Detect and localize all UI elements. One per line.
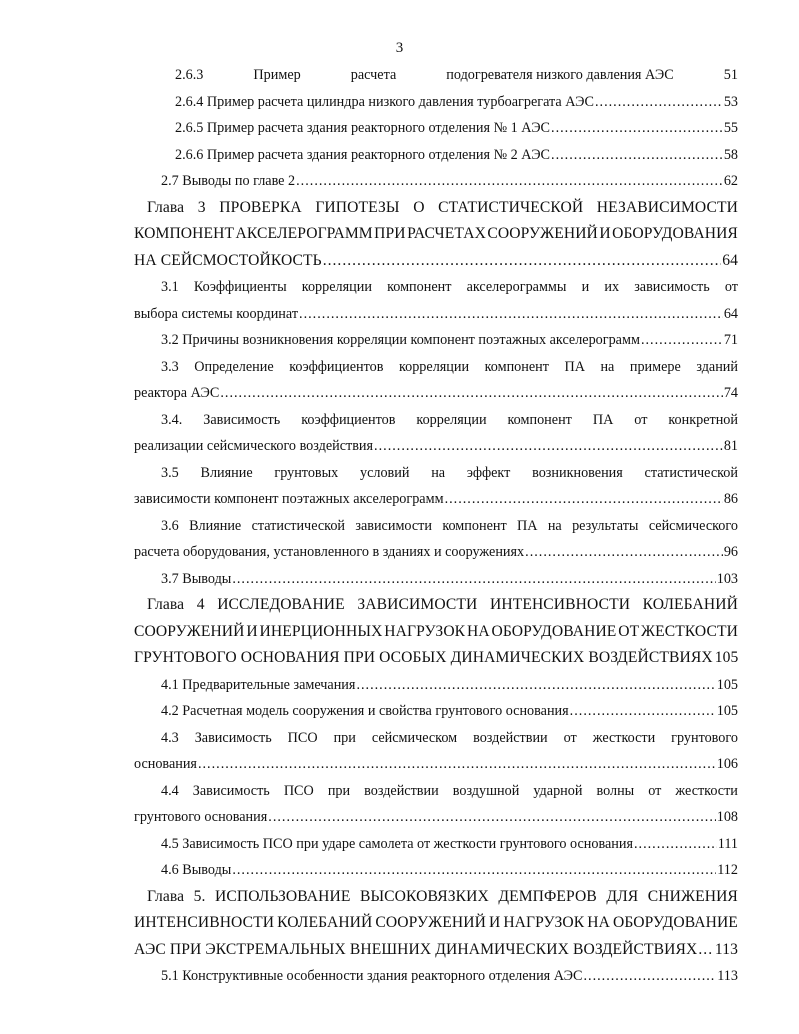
toc-word: ИССЛЕДОВАНИЕ xyxy=(217,596,345,613)
toc-word: зависимость xyxy=(634,279,710,295)
toc-page-number: 105 xyxy=(716,676,738,693)
toc-word: Пример xyxy=(253,67,301,83)
toc-word: СООРУЖЕНИЙ xyxy=(134,622,245,640)
toc-line xyxy=(134,672,738,699)
toc-word: и xyxy=(581,279,590,295)
toc-leader-dots xyxy=(641,327,723,354)
toc-line xyxy=(134,380,738,407)
toc-entry-title: 3.2 Причины возникновения корреляции компонент поэтажных акселерограмм xyxy=(161,332,640,348)
toc-leader-dots xyxy=(525,539,723,566)
toc-word: Глава xyxy=(147,596,185,613)
toc-page-number: 106 xyxy=(716,756,738,772)
toc-word: на xyxy=(547,517,562,534)
toc-entry-title: 4.1 Предварительные замечания xyxy=(161,676,356,693)
toc-word: волны xyxy=(596,782,635,799)
toc-word: 3 xyxy=(197,198,206,216)
toc-word: 4 xyxy=(196,596,205,613)
toc-word: СООРУЖЕНИЙ xyxy=(375,914,486,931)
toc-entry-title: 2.6.4 Пример расчета цилиндра низкого давления турбоагрегата АЭС xyxy=(175,93,594,110)
toc-page-number: 112 xyxy=(717,862,738,878)
toc-line xyxy=(134,115,738,142)
toc-word: ВЫСОКОВЯЗКИХ xyxy=(359,887,489,905)
toc-line xyxy=(134,168,738,195)
toc-word: ИНЕРЦИОННЫХ xyxy=(259,622,383,640)
toc-word: конкретной xyxy=(668,411,738,428)
toc-line xyxy=(134,963,738,990)
toc-word: И xyxy=(246,622,258,640)
toc-word: от xyxy=(634,411,648,428)
toc-page-number: 71 xyxy=(723,332,738,348)
toc-word: ЖЕСТКОСТИ xyxy=(641,622,738,640)
toc-word: ПА xyxy=(517,517,538,534)
toc-line xyxy=(134,274,738,301)
toc-word: ПРИ xyxy=(374,225,406,242)
toc-page-number: 105 xyxy=(714,649,738,666)
toc-word: коэффициентов xyxy=(301,411,396,428)
toc-word: ПРОВЕРКА xyxy=(219,198,302,216)
toc-line xyxy=(134,301,738,328)
toc-word: НАГРУЗОК xyxy=(384,622,466,640)
toc-word: зависимости xyxy=(355,517,432,534)
toc-word: И xyxy=(488,914,501,931)
toc-line xyxy=(134,725,738,752)
toc-line xyxy=(134,831,738,858)
toc-word: ударной xyxy=(533,782,583,799)
toc-word: грунтовых xyxy=(274,464,339,481)
toc-leader-dots xyxy=(198,751,716,778)
toc-word: СТАТИСТИЧЕСКОЙ xyxy=(438,198,584,216)
toc-justified-text xyxy=(147,195,738,222)
toc-justified-text xyxy=(175,62,738,89)
toc-page-number: 74 xyxy=(723,385,738,401)
toc-entry-title: АЭС ПРИ ЭКСТРЕМАЛЬНЫХ ВНЕШНИХ ДИНАМИЧЕСКИХ ВОЗДЕЙСТВИЯХ xyxy=(134,940,698,958)
toc-word: при xyxy=(333,729,356,746)
toc-word: СООРУЖЕНИЙ xyxy=(487,225,598,242)
toc-word: эффект xyxy=(466,464,511,481)
toc-line xyxy=(134,645,738,672)
toc-word: РАСЧЕТАХ xyxy=(407,225,486,242)
toc-word: статистической xyxy=(251,517,346,534)
toc-entry-title: НА СЕЙСМОСТОЙКОСТЬ xyxy=(134,251,322,269)
toc-line xyxy=(134,486,738,513)
toc-entry-title: 4.6 Выводы xyxy=(161,862,232,878)
toc-word: грунтового xyxy=(671,729,738,746)
toc-word: Влияние xyxy=(200,464,253,481)
toc-word: ИНТЕНСИВНОСТИ xyxy=(134,914,275,931)
toc-word: ИНТЕНСИВНОСТИ xyxy=(489,596,631,613)
toc-word: компонент xyxy=(442,517,507,534)
toc-word: ЗАВИСИМОСТИ xyxy=(357,596,478,613)
toc-word: КОЛЕБАНИЙ xyxy=(277,914,373,931)
toc-word: КОМПОНЕНТ xyxy=(134,225,235,242)
toc-line xyxy=(134,327,738,354)
toc-word: ПА xyxy=(564,358,585,375)
toc-word: от xyxy=(724,279,738,295)
toc-word: 3.4. xyxy=(161,411,183,428)
toc-word: НАГРУЗОК xyxy=(503,914,585,931)
toc-leader-dots xyxy=(220,380,722,407)
toc-word: ИСПОЛЬЗОВАНИЕ xyxy=(215,887,351,905)
toc-word: 3.3 xyxy=(161,358,179,375)
toc-word: на xyxy=(431,464,446,481)
toc-line xyxy=(134,751,738,778)
toc-word: воздушной xyxy=(452,782,520,799)
toc-leader-dots xyxy=(374,433,723,460)
toc-entry-title: 3.7 Выводы xyxy=(161,570,232,587)
toc-word: акселерограммы xyxy=(466,279,567,295)
toc-page-number: 55 xyxy=(723,120,738,136)
toc-word: сейсмического xyxy=(648,517,738,534)
toc-word: коэффициентов xyxy=(289,358,384,375)
toc-page-number: 96 xyxy=(723,544,738,560)
toc-entry-title: основания xyxy=(134,756,197,772)
toc-line xyxy=(134,778,738,805)
toc-leader-dots xyxy=(551,142,723,169)
toc-word: НА xyxy=(466,622,490,640)
toc-line xyxy=(134,354,738,381)
toc-page-number: 86 xyxy=(723,491,738,507)
toc-entry-title: зависимости компонент поэтажных акселерограмм xyxy=(134,491,444,507)
toc-page-number: 108 xyxy=(716,809,738,825)
toc-justified-text xyxy=(134,619,738,646)
toc-justified-text xyxy=(161,354,738,381)
toc-word: ДЛЯ xyxy=(606,887,639,905)
toc-entry-title: выбора системы координат xyxy=(134,305,299,322)
toc-word: Влияние xyxy=(189,517,242,534)
toc-word: Зависимость xyxy=(194,729,272,746)
toc-word: расчета xyxy=(350,67,397,83)
toc-page-number: 111 xyxy=(717,835,738,852)
toc-word: 3.1 xyxy=(161,279,179,295)
toc-word: ДЕМПФЕРОВ xyxy=(498,887,597,905)
toc-page-number: 64 xyxy=(723,305,738,322)
toc-page-number: 113 xyxy=(717,968,738,984)
toc-word: 4.3 xyxy=(161,729,179,746)
toc-word: сейсмическом xyxy=(371,729,458,746)
toc-line xyxy=(134,62,738,89)
toc-entry-title: грунтового основания xyxy=(134,809,268,825)
toc-word: при xyxy=(327,782,351,799)
toc-word: компонент xyxy=(387,279,452,295)
toc-leader-dots xyxy=(698,937,713,964)
toc-line xyxy=(134,195,738,222)
toc-word: 3.6 xyxy=(161,517,179,534)
toc-justified-text xyxy=(161,274,738,301)
toc-entry-title: реализации сейсмического воздействия xyxy=(134,438,374,454)
toc-word: АКСЕЛЕРОГРАММ xyxy=(235,225,373,242)
toc-line xyxy=(134,857,738,884)
page-number: 3 xyxy=(395,40,404,56)
toc-word: Определение xyxy=(194,358,274,375)
toc-line xyxy=(134,513,738,540)
toc-page-number: 103 xyxy=(716,570,738,587)
toc-page-number: 81 xyxy=(723,438,738,454)
toc-line xyxy=(134,698,738,725)
toc-line xyxy=(134,89,738,116)
toc-leader-dots xyxy=(299,301,723,328)
toc-line xyxy=(134,619,738,646)
toc-page-number: 105 xyxy=(716,703,738,719)
toc-entry-title: 2.7 Выводы по главе 2 xyxy=(161,173,296,189)
toc-justified-text xyxy=(161,407,738,434)
toc-word: 2.6.3 xyxy=(175,67,204,83)
toc-word: статистической xyxy=(644,464,738,481)
toc-entry-title: 4.2 Расчетная модель сооружения и свойства грунтового основания xyxy=(161,703,569,719)
toc-word: зданий xyxy=(696,358,738,375)
toc-word: Глава xyxy=(147,198,185,216)
toc-leader-dots xyxy=(445,486,723,513)
toc-word: условий xyxy=(359,464,410,481)
toc-line xyxy=(134,407,738,434)
toc-justified-text xyxy=(147,592,738,619)
toc-line xyxy=(134,539,738,566)
toc-word: И xyxy=(599,225,611,242)
toc-word: 3.5 xyxy=(161,464,179,481)
toc-line xyxy=(134,937,738,964)
toc-word: от xyxy=(648,782,662,799)
toc-justified-text xyxy=(161,513,738,540)
toc-word: ПА xyxy=(592,411,614,428)
toc-leader-dots xyxy=(356,672,715,699)
toc-line xyxy=(134,884,738,911)
toc-line xyxy=(134,592,738,619)
toc-page-number: 53 xyxy=(723,93,738,110)
toc-justified-text xyxy=(134,221,738,248)
toc-word: НЕЗАВИСИМОСТИ xyxy=(596,198,738,216)
toc-word: примере xyxy=(629,358,681,375)
toc-word: ОТ xyxy=(618,622,640,640)
toc-word: результаты xyxy=(572,517,639,534)
toc-word: возникновения xyxy=(532,464,623,481)
toc-word: Коэффициенты xyxy=(193,279,287,295)
toc-line xyxy=(134,566,738,593)
toc-word: ПСО xyxy=(287,729,318,746)
toc-word: подогревателя низкого давления АЭС xyxy=(446,67,674,83)
toc-word: ОБОРУДОВАНИЕ xyxy=(491,622,617,640)
toc-page-number: 62 xyxy=(723,173,738,189)
toc-word: жесткости xyxy=(592,729,656,746)
toc-page-number: 113 xyxy=(714,940,738,958)
toc-word: жесткости xyxy=(675,782,738,799)
toc-line xyxy=(134,142,738,169)
toc-leader-dots xyxy=(268,804,715,831)
toc-entry-title: 2.6.6 Пример расчета здания реакторного отделения № 2 АЭС xyxy=(175,146,551,163)
toc-word: О xyxy=(413,198,425,216)
toc-leader-dots xyxy=(232,566,715,593)
toc-entry-title: реактора АЭС xyxy=(134,385,220,401)
toc-line xyxy=(134,804,738,831)
toc-word: ОБОРУДОВАНИЕ xyxy=(612,914,738,931)
toc-word: ПСО xyxy=(283,782,314,799)
toc-line xyxy=(134,221,738,248)
toc-line xyxy=(134,433,738,460)
toc-word: компонент xyxy=(507,411,572,428)
toc-line xyxy=(134,460,738,487)
toc-justified-text xyxy=(161,725,738,752)
toc-leader-dots xyxy=(551,115,723,142)
toc-word: КОЛЕБАНИЙ xyxy=(642,596,738,613)
toc-page-number: 64 xyxy=(722,251,738,269)
toc-justified-text xyxy=(161,778,738,805)
toc-entry-title: 4.5 Зависимость ПСО при ударе самолета от жесткости грунтового основания xyxy=(161,835,633,852)
toc-word: ГИПОТЕЗЫ xyxy=(315,198,400,216)
toc-leader-dots xyxy=(583,963,716,990)
toc-word: корреляции xyxy=(398,358,470,375)
toc-page-number: 58 xyxy=(723,146,738,163)
toc-word: Зависимость xyxy=(192,782,270,799)
toc-word: корреляции xyxy=(301,279,372,295)
toc-word: воздействии xyxy=(473,729,548,746)
toc-word: ОБОРУДОВАНИЯ xyxy=(612,225,738,242)
toc-leader-dots xyxy=(570,698,716,725)
toc-justified-text xyxy=(161,460,738,487)
toc-page-number: 51 xyxy=(723,67,738,83)
toc-word: корреляции xyxy=(416,411,487,428)
toc-word: СНИЖЕНИЯ xyxy=(647,887,738,905)
toc-leader-dots xyxy=(323,248,721,275)
toc-line xyxy=(134,248,738,275)
toc-leader-dots xyxy=(595,89,723,116)
toc-word: Глава xyxy=(147,887,185,905)
toc-word: на xyxy=(600,358,615,375)
toc-entry-title: 5.1 Конструктивные особенности здания реакторного отделения АЭС xyxy=(161,968,583,984)
toc-word: воздействии xyxy=(364,782,439,799)
toc-entry-title: 2.6.5 Пример расчета здания реакторного отделения № 1 АЭС xyxy=(175,120,551,136)
toc-justified-text xyxy=(147,884,738,911)
table-of-contents xyxy=(134,62,738,990)
toc-word: 5. xyxy=(193,887,206,905)
toc-justified-text xyxy=(134,910,738,937)
toc-word: 4.4 xyxy=(161,782,179,799)
toc-leader-dots xyxy=(634,831,717,858)
toc-leader-dots xyxy=(296,168,723,195)
toc-word: компонент xyxy=(484,358,549,375)
toc-word: их xyxy=(604,279,620,295)
toc-leader-dots xyxy=(232,857,716,884)
toc-entry-title: ГРУНТОВОГО ОСНОВАНИЯ ПРИ ОСОБЫХ ДИНАМИЧЕСКИХ ВОЗДЕЙСТВИЯХ xyxy=(134,649,713,666)
toc-word: Зависимость xyxy=(203,411,281,428)
toc-word: от xyxy=(563,729,577,746)
toc-line xyxy=(134,910,738,937)
toc-word: НА xyxy=(587,914,610,931)
toc-entry-title: расчета оборудования, установленного в зданиях и сооружениях xyxy=(134,544,525,560)
